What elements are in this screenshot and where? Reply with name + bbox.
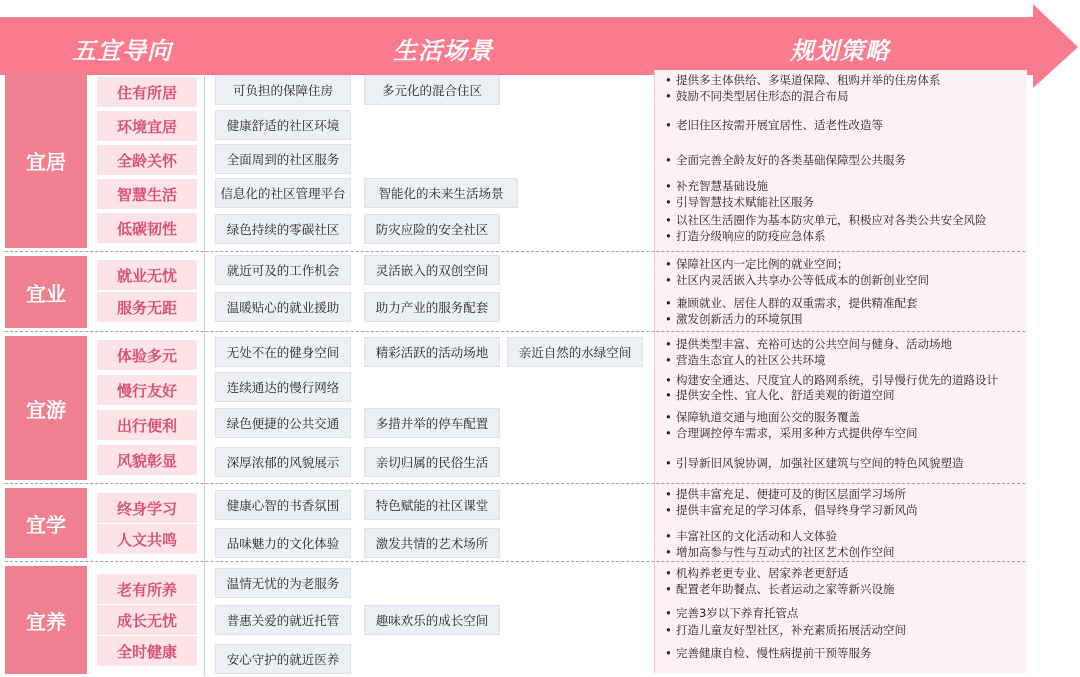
category-yiyang: 宜养 — [5, 566, 87, 674]
strategy-item: • 增加高参与性与互动式的社区艺术创作空间 — [665, 545, 895, 559]
category-yiye: 宜业 — [5, 256, 87, 328]
scene-box: 可负担的保障住房 — [215, 75, 351, 105]
scene-box: 多元化的混合住区 — [364, 75, 500, 105]
strategy-item: • 提供丰富充足的学习体系，倡导终身学习新风尚 — [665, 503, 918, 517]
scene-box: 就近可及的工作机会 — [215, 255, 351, 285]
scene-box: 亲近自然的水绿空间 — [507, 337, 643, 367]
scene-box: 助力产业的服务配套 — [364, 292, 500, 322]
scene-box: 普惠关爱的就近托管 — [215, 605, 351, 635]
header-col-guidance: 五宜导向 — [72, 37, 172, 65]
sub-zhuyousuoju: 住有所居 — [97, 77, 197, 107]
strategy-item: • 补充智慧基础设施 — [665, 179, 768, 193]
strategy-item: • 配置老年助餐点、长者运动之家等新兴设施 — [665, 582, 895, 596]
strategy-item: • 营造生态宜人的社区公共环境 — [665, 353, 826, 367]
scene-box: 连续通达的慢行网络 — [215, 372, 351, 402]
strategy-item: • 提供类型丰富、充裕可达的公共空间与健身、活动场地 — [665, 337, 952, 351]
strategy-item: • 以社区生活圈作为基本防灾单元，积极应对各类公共安全风险 — [665, 213, 987, 227]
scene-box: 健康心智的书香氛围 — [215, 490, 351, 520]
scene-box: 趣味欢乐的成长空间 — [364, 605, 500, 635]
sub-quanshijiankang: 全时健康 — [97, 636, 197, 666]
strategy-item: • 完善健康自检、慢性病提前干预等服务 — [665, 646, 872, 660]
header-col-scenes: 生活场景 — [393, 37, 493, 65]
strategy-item: • 提供多主体供给、多渠道保障、租购并举的住房体系 — [665, 73, 941, 87]
strategy-item: • 社区内灵活嵌入共享办公等低成本的创新创业空间 — [665, 273, 929, 287]
scene-box: 绿色持续的零碳社区 — [215, 214, 351, 244]
strategy-item: • 兼顾就业、居住人群的双重需求，提供精准配套 — [665, 296, 918, 310]
scene-box: 全面周到的社区服务 — [215, 144, 351, 174]
sub-chengzhangwuyou: 成长无忧 — [97, 605, 197, 635]
sub-tiyanduoyuan: 体验多元 — [97, 340, 197, 370]
strategy-item: • 保障轨道交通与地面公交的服务覆盖 — [665, 410, 860, 424]
group-divider — [5, 331, 1025, 332]
scene-box: 无处不在的健身空间 — [215, 337, 351, 367]
strategy-item: • 打造分级响应的防疫应急体系 — [665, 229, 826, 243]
scene-box: 亲切归属的民俗生活 — [364, 447, 500, 477]
strategy-item: • 引导智慧技术赋能社区服务 — [665, 195, 814, 209]
sub-manxingyouhao: 慢行友好 — [97, 375, 197, 405]
scene-box: 温情无忧的为老服务 — [215, 568, 351, 598]
column-divider — [204, 74, 205, 676]
strategy-item: • 构建安全通达、尺度宜人的路网系统，引导慢行优先的道路设计 — [665, 373, 998, 387]
sub-renwengongming: 人文共鸣 — [97, 524, 197, 554]
scene-box: 安心守护的就近医养 — [215, 644, 351, 674]
sub-ditanrenxing: 低碳韧性 — [97, 213, 197, 243]
header-col-strategy: 规划策略 — [790, 37, 890, 65]
sub-quanlingguanhuai: 全龄关怀 — [97, 145, 197, 175]
group-divider — [5, 561, 1025, 562]
strategy-item: • 丰富社区的文化活动和人文体验 — [665, 529, 837, 543]
strategy-item: • 激发创新活力的环境氛围 — [665, 312, 803, 326]
strategy-item: • 提供丰富充足、便捷可及的街区层面学习场所 — [665, 487, 906, 501]
scene-box: 温暖贴心的就业援助 — [215, 292, 351, 322]
strategy-item: • 保障社区内一定比例的就业空间； — [665, 257, 849, 271]
strategy-item: • 鼓励不同类型居住形态的混合布局 — [665, 89, 849, 103]
strategy-item: • 机构养老更专业、居家养老更舒适 — [665, 566, 849, 580]
sub-zhihuishenghuo: 智慧生活 — [97, 179, 197, 209]
sub-huanjingyiju: 环境宜居 — [97, 111, 197, 141]
scene-box: 特色赋能的社区课堂 — [364, 490, 500, 520]
scene-box: 深厚浓郁的风貌展示 — [215, 447, 351, 477]
scene-box: 激发共情的艺术场所 — [364, 528, 500, 558]
strategy-item: • 提供安全性、宜人化、舒适美观的街道空间 — [665, 388, 895, 402]
scene-box: 精彩活跃的活动场地 — [364, 337, 500, 367]
category-yiyou: 宜游 — [5, 336, 87, 480]
scene-box: 信息化的社区管理平台 — [215, 178, 351, 208]
sub-laoyousuoyang: 老有所养 — [97, 574, 197, 604]
scene-box: 健康舒适的社区环境 — [215, 110, 351, 140]
strategy-item: • 打造儿童友好型社区，补充素质拓展活动空间 — [665, 623, 906, 637]
scene-box: 防灾应险的安全社区 — [364, 214, 500, 244]
sub-jiuyewuyou: 就业无忧 — [97, 260, 197, 290]
sub-fengmaozhangxian: 风貌彰显 — [97, 445, 197, 475]
group-divider — [5, 251, 1025, 252]
scene-box: 多措并举的停车配置 — [364, 408, 500, 438]
scene-box: 绿色便捷的公共交通 — [215, 408, 351, 438]
group-divider — [5, 483, 1025, 484]
strategy-item: • 老旧住区按需开展宜居性、适老性改造等 — [665, 118, 883, 132]
scene-box: 智能化的未来生活场景 — [364, 178, 518, 208]
scene-box: 灵活嵌入的双创空间 — [364, 255, 500, 285]
sub-fuwuwuju: 服务无距 — [97, 292, 197, 322]
sub-chuxingbianli: 出行便利 — [97, 410, 197, 440]
category-yiju: 宜居 — [5, 72, 87, 248]
strategy-item: • 全面完善全龄友好的各类基础保障型公共服务 — [665, 153, 906, 167]
scene-box: 品味魅力的文化体验 — [215, 528, 351, 558]
strategy-item: • 完善3岁以下养育托管点 — [665, 606, 799, 620]
strategy-item: • 合理调控停车需求，采用多种方式提供停车空间 — [665, 426, 918, 440]
category-yixue: 宜学 — [5, 488, 87, 558]
strategy-item: • 引导新旧风貌协调，加强社区建筑与空间的特色风貌塑造 — [665, 456, 964, 470]
sub-zhongshenxuexi: 终身学习 — [97, 493, 197, 523]
